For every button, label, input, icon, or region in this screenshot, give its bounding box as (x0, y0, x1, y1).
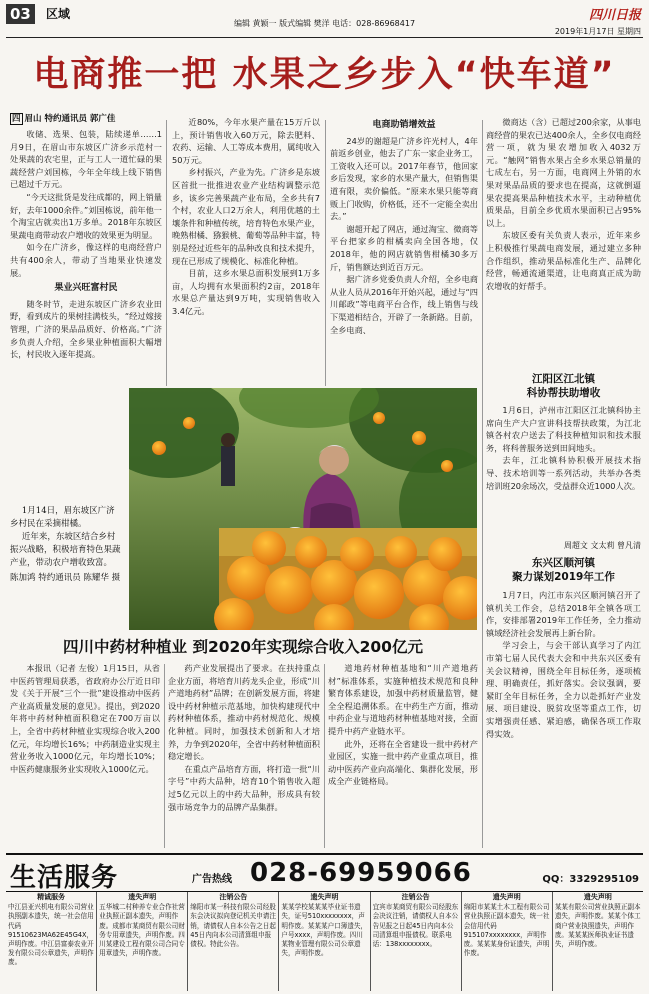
paragraph: 近80%，今年水果产量在15万斤以上，预计销售收入60万元，除去肥料、农药、运输、人工等成本费用，属纯收入50万元。 (172, 117, 320, 165)
page-header (6, 4, 643, 38)
bottom-article-column-3 (328, 662, 478, 848)
hotline-phone: 028-69959066 (250, 858, 472, 888)
ad-text: 中江县亚兴机电有限公司营业执照副本遗失，统一社会信用代码91510623MA62E45G4X，声明作废。中江县富泰农业开发有限公司公章遗失，声明作废。 (8, 903, 94, 967)
paragraph: 在重点产品培育方面，将打造一批“川字号”中药大品种，培育10个销售收入超过5亿元以上的中药大品种，形成具有较强市场竞争力的品牌产品集群。 (168, 763, 320, 812)
lead-article-column-2 (172, 116, 320, 388)
column-divider (325, 120, 326, 386)
column-divider (164, 664, 165, 848)
paragraph: 去年，江北镇科协积极开展技术指导、技术培训等一系列活动，共举办各类培训班20余场次，受益群众近1000人次。 (486, 455, 641, 491)
ad-heading: 遗失声明 (583, 893, 612, 901)
paragraph: 道地药材种植基地和“川产道地药材”标准体系，实施种植技术规范和良种繁育体系建设，加强中药材质量监管，健全全程追溯体系。在中药生产方面，推动中药企业与道地药材种植基地对接，全面提升中药产业链水平。 (328, 663, 478, 736)
service-title: 生活服务 (10, 863, 119, 893)
side-article-1-body (486, 404, 641, 544)
paragraph: 微商达（含）已超过200余家，从事电商经营的果农已达400余人，全乡仅电商经营一项，就为果农增加收入4032万元。“触网”销售水果占全乡水果总销量的七成左右，另一方面，电商网上外销的水果对果品品质的要求也在提高，这就倒逼果农提高果品种植技术水平，主动种植优质果品，目前全乡优质水果面积已占95%以上。 (486, 117, 641, 228)
paragraph: 24岁的谢超是广济乡许光村人，4年前返乡创业，他去了广东一家企业务工，工资收入还可以。2017年春节，他回家乡后发现，家乡的水果产量大，但销售渠道有限，卖价偏低。“原来水果只能等商贩上门收购，价格低，还不一定能全卖出去。” (330, 135, 478, 222)
paragraph: 此外，还将在全省建设一批中药材产业园区，实施一批中药产业重点项目，推动中医药产业向高端化、集群化发展，形成全产业链格局。 (328, 738, 478, 787)
paragraph: 谢超开起了网店，通过淘宝、微商等平台把家乡的柑橘卖向全国各地，仅2018年，他的网店就销售柑橘30多万斤，销售额达到近百万元。 (330, 223, 478, 272)
paragraph: 收储、选果、包装，陆续递单……1月9日，在眉山市东坡区广济乡示范村一处果蔬的农宅里，正与工人一道忙碌的果蔬经营户刘国栋，今年全年线上线下销售已超过千万元。 (10, 129, 162, 190)
lead-article-column-1 (10, 128, 162, 388)
photo-caption (10, 505, 122, 585)
main-headline (6, 44, 643, 106)
service-section (6, 853, 643, 990)
bottom-article-title: 四川中药材种植业 到2020年实现综合收入200亿元 (63, 638, 423, 656)
column-divider (324, 664, 325, 848)
paragraph: 药产业发展提出了要求。在扶持重点企业方面，将培育川药龙头企业，形成“川产道地药材”品牌；在创新发展方面，将建设中药材种植示范基地，加快构建现代中药材种植体系，推动中药材规范化、规模化种植。同时，加强技术创新和人才培养，力争到2020年，全省中药材种植面积稳定增长。 (168, 663, 320, 762)
ad-heading: 遗失声明 (310, 893, 339, 901)
column-divider (166, 120, 167, 386)
lead-article-column-3 (330, 116, 478, 388)
qq-contact: QQ：3329295109 (542, 874, 639, 885)
hotline-label: 广告热线 (192, 874, 232, 885)
classified-ads (6, 891, 643, 991)
paragraph: 1月7日，内江市东兴区顺河镇召开了镇机关工作会，总结2018年全镇各项工作，安排部署2019年工作任务，全力推动镇域经济社会发展再上新台阶。 (486, 590, 641, 638)
ad-heading: 注销公告 (401, 893, 430, 901)
caption-line: 1月14日，眉东坡区广济乡村民在采摘柑橘。 (10, 506, 115, 529)
paragraph: 乡村振兴，产业为先。广济乡是东坡区首批一批推进农业产业结构调整示范乡，该乡完善果蔬产业布局，全乡共有7个村，农业人口2万余人，利用优越的土壤条件和种植传统，培育特色水果产业，晚熟柑橘、猕猴桃、葡萄等品种丰富，特别是经过近些年的品种改良和技术提升，现在已形成了规模化、标准化种植。 (172, 167, 320, 266)
paragraph: 目前，这乡水果总面积发展到1万多亩，人均拥有水果面积约2亩，2018年水果总产量达到9万吨，实现销售收入3.4亿元。 (172, 268, 320, 316)
orange-harvest-photo (129, 388, 477, 630)
ad-heading: 遗失声明 (128, 893, 157, 901)
bottom-article-column-1 (10, 662, 160, 848)
caption-line: 近年来，东坡区结合乡村振兴战略，积极培育特色果蔬产业，带动农户增收致富。 (10, 532, 121, 568)
paragraph: 学习会上，与会干部认真学习了内江市第七届人民代表大会和中共东兴区委有关会议精神，围绕全年目标任务，逐项梳理、明确责任，抓好落实。会议强调，要紧盯全年目标任务，全力以赴抓好产业发展、项目建设、脱贫攻坚等重点工作，切实增强责任感、紧迫感，确保各项工作取得实效。 (486, 640, 641, 739)
title-line: 科协帮扶助增收 (526, 387, 601, 399)
masthead-logo: 四川日报 (588, 8, 641, 23)
ad-text: 五华城二村种养专业合作社营业执照正副本遗失，声明作废。成都市某商贸有限公司财务专用章遗失，声明作废。四川某建设工程有限公司合同专用章遗失，声明作废。 (99, 903, 185, 958)
classified-ad (279, 892, 370, 991)
title-line: 聚力谋划2019年工作 (512, 571, 615, 583)
subheading: 果业兴旺富村民 (54, 283, 118, 294)
classified-ad (553, 892, 643, 991)
caption-credit: 陈加鸿 特约通讯员 陈耀华 摄 (10, 573, 121, 583)
page-number: 03 (6, 4, 35, 24)
ad-text: 某某有限公司营业执照正副本遗失，声明作废。某某个体工商户营业执照遗失，声明作废。某某某医师执业证书遗失，声明作废。 (554, 903, 641, 949)
photo-illustration (129, 388, 477, 630)
ad-heading: 注销公告 (219, 893, 248, 901)
section-name: 区域 (46, 7, 71, 21)
classified-ad (6, 892, 97, 991)
issue-date: 2019年1月17日 星期四 (554, 27, 641, 36)
editors-line: 编辑 黄颖一 版式编辑 樊洋 电话：028-86968417 (234, 19, 416, 28)
paragraph: 本报讯（记者 左俊）1月15日，从省中医药管理局获悉，省政府办公厅近日印发《关于开展“三个一批”建设推动中医药产业高质量发展的意见》。提出，到2020年将中药材种植面积稳定在700万亩以上，全省中药材种植业实现综合收入200亿元，年均增长16%；中药制造业实现主营业务收入1000亿元，年均增长10%；中医药健康服务业实现收入1000亿元。 (10, 663, 160, 774)
lead-byline (10, 112, 115, 124)
classified-ad (371, 892, 462, 991)
bottom-article-column-2 (168, 662, 320, 848)
byline-text: 眉山 特约通讯员 郭广佳 (24, 114, 116, 124)
classified-ad (97, 892, 188, 991)
side-article-1-byline: 周超文 文太莉 曾凡清 (563, 541, 641, 550)
ad-heading: 精诚服务 (37, 893, 66, 901)
paragraph: 据广济乡党委负责人介绍，全乡电商从业人员从2016年开始兴起，通过与“四川邮政”等电商平台合作，线上销售与线下渠道相结合，开辟了一条新路。目前，全乡电商、 (330, 274, 478, 335)
subheading: 电商助销增效益 (372, 120, 436, 130)
side-article-2-title (486, 556, 641, 584)
ad-text: 宜宾市某商贸有限公司经股东会决议注销，请债权人自本公告见报之日起45日内向本公司清算组申报债权。联系电话：138xxxxxxxx。 (372, 903, 459, 949)
ad-text: 绵阳市某一科技有限公司经股东会决议拟向登记机关申请注销，请债权人自本公告之日起45日内向本公司清算组申报债权。特此公告。 (190, 903, 276, 949)
paragraph: 随冬时节，走进东坡区广济乡农业田野，看到成片的果树挂满枝头，“经过嫁接管理，广济的果品品质好、价格高。”广济乡负责人介绍，全乡果业种植面积大幅增长，村民收入逐年提高。 (10, 298, 162, 360)
title-line: 江阳区江北镇 (532, 373, 595, 385)
side-article-2-body (486, 589, 641, 847)
lead-article-column-4 (486, 116, 641, 360)
title-line: 东兴区顺河镇 (532, 557, 595, 569)
classified-ad (188, 892, 279, 991)
paragraph: “今天这批货是发往成都的，网上销量好，去年1000余件。”刘国栋说，前年他一个淘宝店就卖出1万多单。2018年东坡区果蔬电商带动农户增收的效果更为明显。 (10, 191, 162, 240)
column-divider (482, 120, 483, 848)
headline-text: 电商推一把 水果之乡步入“快车道” (33, 55, 616, 95)
service-header (6, 857, 643, 893)
paragraph: 如今在广济乡，像这样的电商经营户共有400余人，带动了当地果业快速发展。 (10, 242, 162, 278)
side-article-1-title (486, 372, 641, 400)
classified-ad (462, 892, 553, 991)
paragraph: 1月6日，泸州市江阳区江北镇科协主席向生产大户宣讲科技帮扶政策，为江北镇各村农户送去了科技种植知识和技术服务，将科普服务送到田间地头。 (486, 405, 641, 453)
ad-text: 绵阳市某某土木工程有限公司营业执照正副本遗失，统一社会信用代码915107xxxxxxxx，声明作废。某某某身份证遗失，声明作废。 (463, 903, 550, 958)
byline-tag: 四 (12, 114, 21, 124)
ad-heading: 遗失声明 (492, 893, 521, 901)
ad-text: 某某学校某某某毕业证书遗失，证号510xxxxxxxx，声明作废。某某某户口簿遗失，户号xxxx，声明作废。四川某物业管理有限公司公章遗失，声明作废。 (281, 903, 368, 958)
paragraph: 东坡区委有关负责人表示，近年来乡上积极推行果蔬电商发展，通过建立多种合作组织，推动果品标准化生产、品牌化经营，畅通流通渠道，让电商真正成为助农增收的好帮手。 (486, 230, 641, 291)
